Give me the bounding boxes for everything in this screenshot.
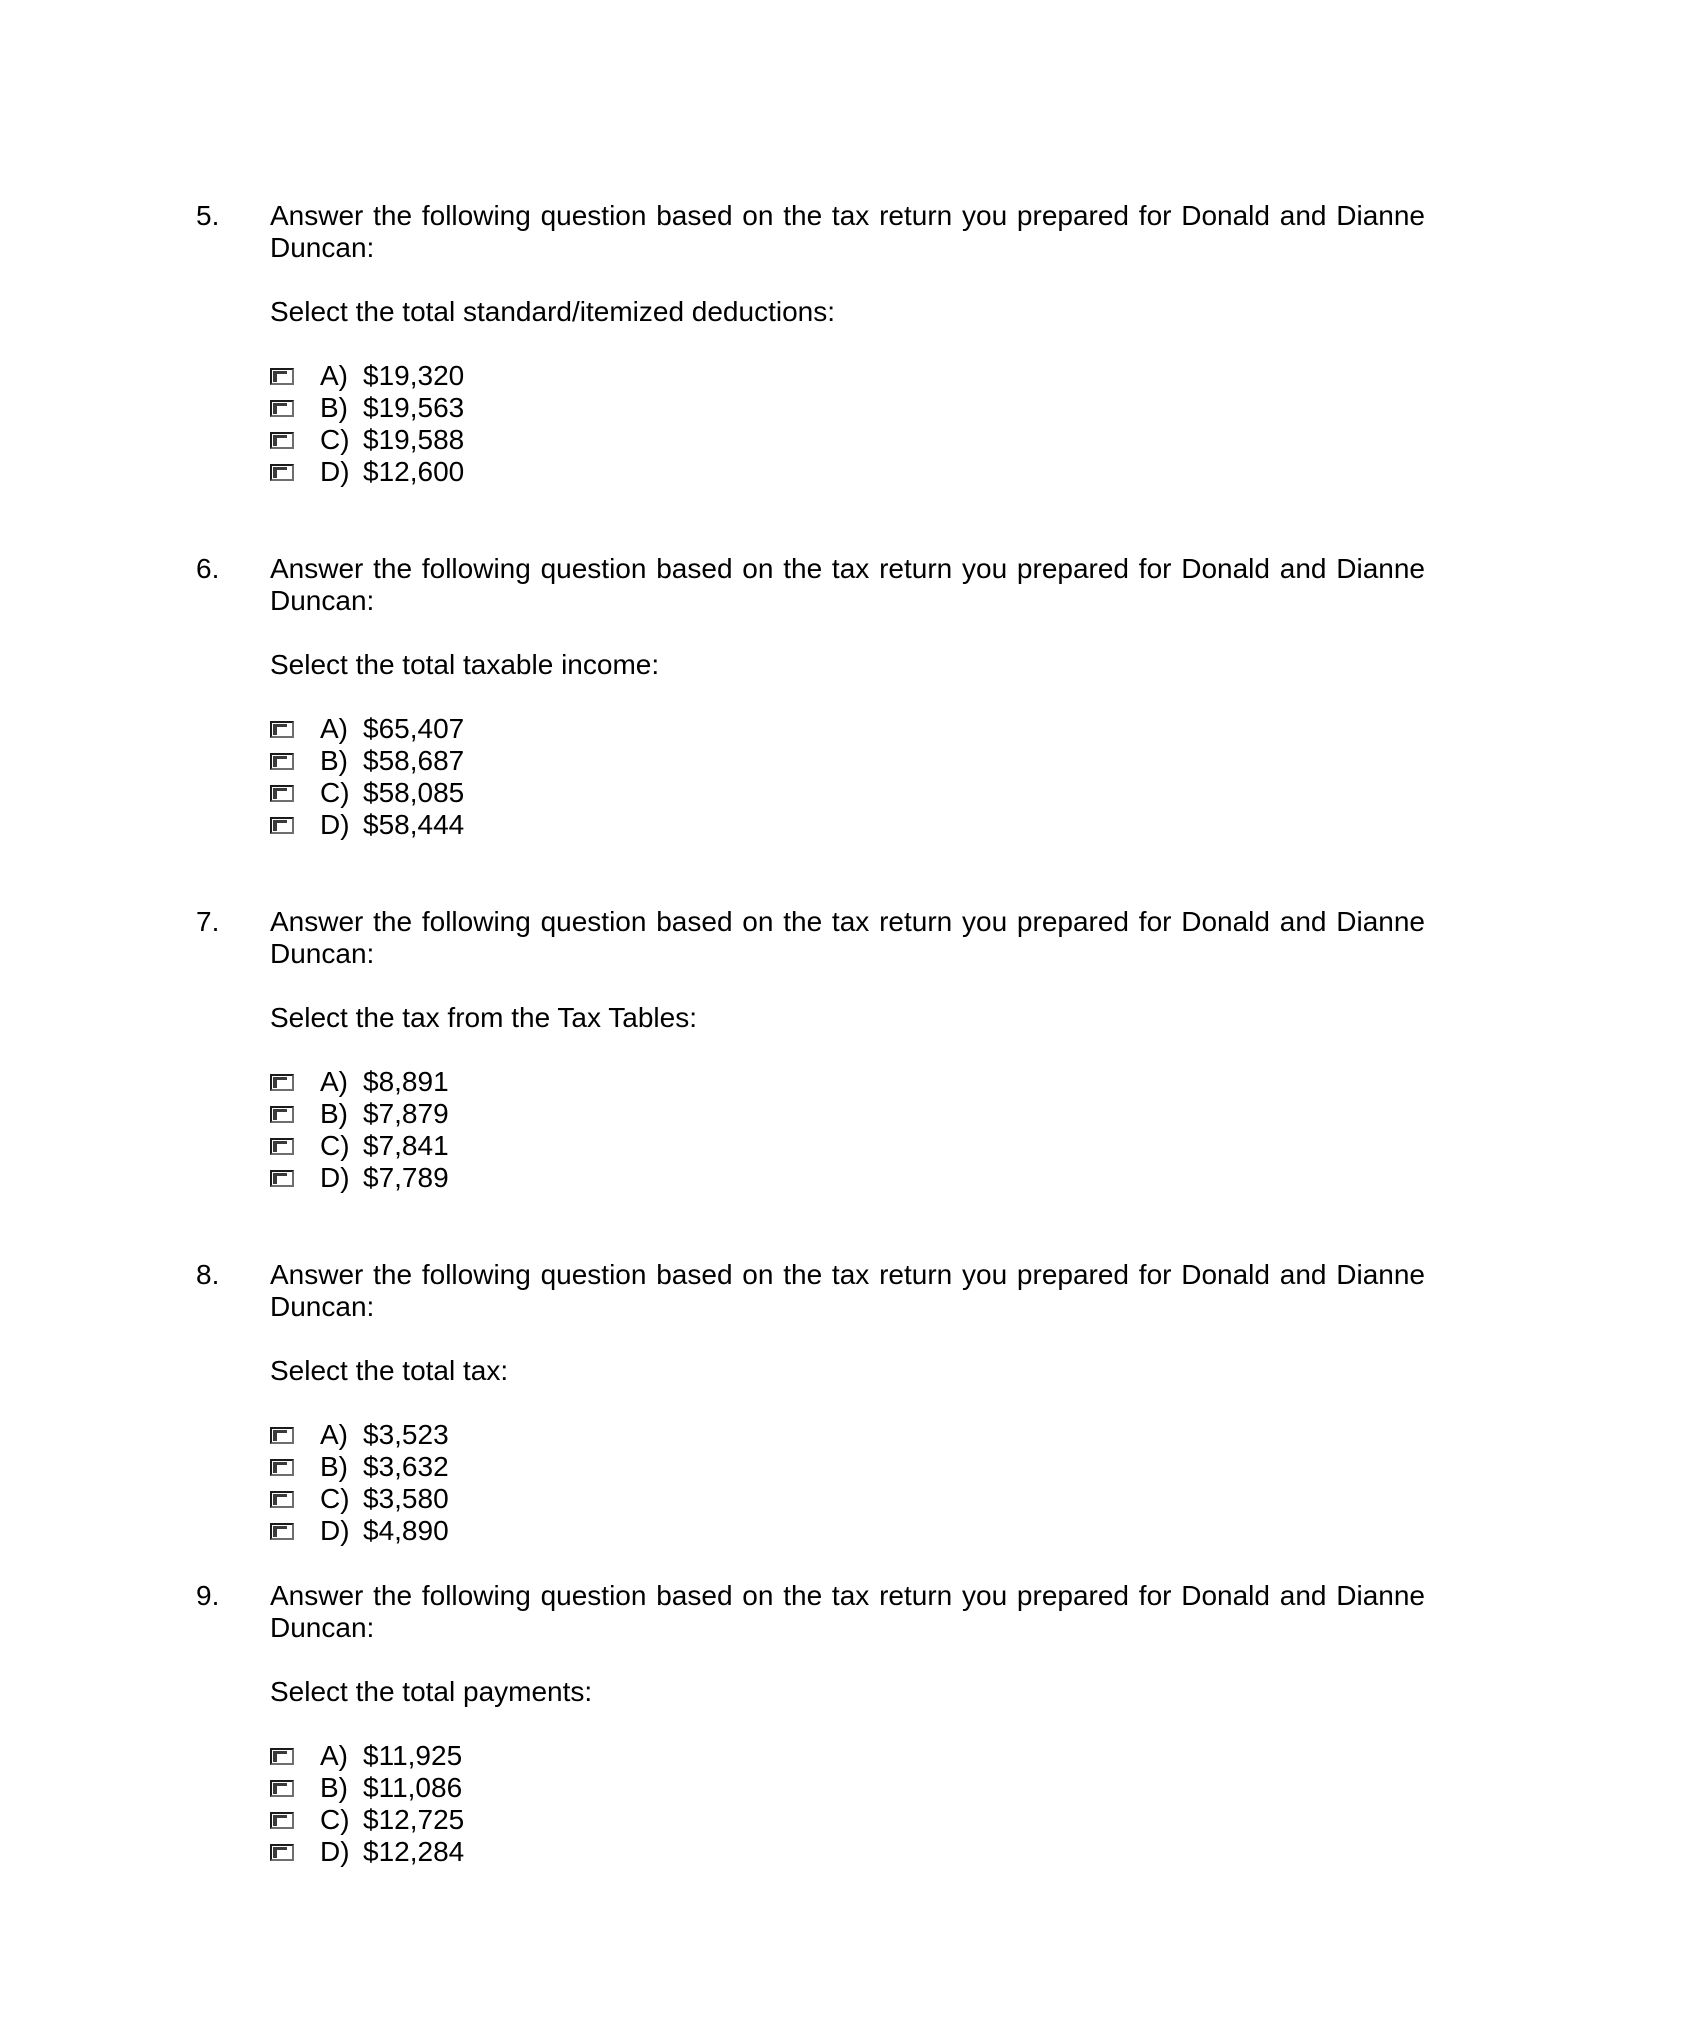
option-letter: D)	[320, 809, 350, 840]
option-value: $11,086	[363, 1772, 463, 1803]
option-value: $7,841	[363, 1130, 449, 1161]
checkbox-icon[interactable]	[270, 817, 294, 834]
option-value: $3,523	[363, 1419, 449, 1450]
option-letter: D)	[320, 456, 350, 487]
question-stem: Answer the following question based on the tax return you prepared for Donald and Dianne Duncan:	[270, 1259, 1425, 1322]
option-letter: B)	[320, 392, 348, 423]
question-prompt: Select the total standard/itemized deductions:	[270, 296, 836, 327]
question-prompt: Select the total tax:	[270, 1355, 509, 1386]
option-value: $12,600	[363, 456, 465, 487]
question-stem: Answer the following question based on the tax return you prepared for Donald and Dianne Duncan:	[270, 1580, 1425, 1643]
option-value: $58,444	[363, 809, 465, 840]
question-stem: Answer the following question based on the tax return you prepared for Donald and Dianne Duncan:	[270, 553, 1425, 616]
option-letter: A)	[320, 1419, 348, 1450]
option-letter: C)	[320, 424, 350, 455]
option-value: $3,580	[363, 1483, 449, 1514]
checkbox-icon[interactable]	[270, 1459, 294, 1476]
option-letter: D)	[320, 1162, 350, 1193]
option-a[interactable]	[270, 1740, 464, 1772]
checkbox-icon[interactable]	[270, 1812, 294, 1829]
option-letter: C)	[320, 1804, 350, 1835]
option-letter: B)	[320, 1451, 348, 1482]
checkbox-icon[interactable]	[270, 1106, 294, 1123]
checkbox-icon[interactable]	[270, 1844, 294, 1861]
option-value: $8,891	[363, 1066, 449, 1097]
checkbox-icon[interactable]	[270, 1748, 294, 1765]
option-d[interactable]	[270, 809, 464, 841]
option-letter: A)	[320, 1740, 348, 1771]
option-value: $65,407	[363, 713, 465, 744]
option-c[interactable]	[270, 777, 464, 809]
option-value: $19,320	[363, 360, 465, 391]
checkbox-icon[interactable]	[270, 400, 294, 417]
answer-options	[270, 713, 464, 841]
question-prompt: Select the total payments:	[270, 1676, 593, 1707]
option-c[interactable]	[270, 1483, 449, 1515]
question-number: 8.	[196, 1259, 220, 1290]
option-d[interactable]	[270, 456, 464, 488]
option-b[interactable]	[270, 1772, 464, 1804]
option-letter: D)	[320, 1836, 350, 1867]
option-letter: A)	[320, 360, 348, 391]
answer-options	[270, 360, 464, 488]
option-b[interactable]	[270, 1451, 449, 1483]
option-value: $19,563	[363, 392, 465, 423]
checkbox-icon[interactable]	[270, 1523, 294, 1540]
question-number: 9.	[196, 1580, 220, 1611]
option-a[interactable]	[270, 1419, 449, 1451]
question-number: 7.	[196, 906, 220, 937]
checkbox-icon[interactable]	[270, 721, 294, 738]
checkbox-icon[interactable]	[270, 1170, 294, 1187]
checkbox-icon[interactable]	[270, 464, 294, 481]
option-a[interactable]	[270, 713, 464, 745]
question-prompt: Select the tax from the Tax Tables:	[270, 1002, 697, 1033]
option-value: $4,890	[363, 1515, 449, 1546]
question-prompt: Select the total taxable income:	[270, 649, 660, 680]
option-letter: C)	[320, 777, 350, 808]
option-letter: D)	[320, 1515, 350, 1546]
option-a[interactable]	[270, 360, 464, 392]
question-stem: Answer the following question based on the tax return you prepared for Donald and Dianne Duncan:	[270, 200, 1425, 263]
option-value: $12,284	[363, 1836, 465, 1867]
option-value: $11,925	[363, 1740, 463, 1771]
option-value: $7,789	[363, 1162, 449, 1193]
option-c[interactable]	[270, 424, 464, 456]
answer-options	[270, 1740, 464, 1868]
option-d[interactable]	[270, 1836, 464, 1868]
option-letter: A)	[320, 1066, 348, 1097]
checkbox-icon[interactable]	[270, 785, 294, 802]
checkbox-icon[interactable]	[270, 432, 294, 449]
question-number: 5.	[196, 200, 220, 231]
checkbox-icon[interactable]	[270, 1427, 294, 1444]
option-b[interactable]	[270, 745, 464, 777]
checkbox-icon[interactable]	[270, 368, 294, 385]
option-letter: C)	[320, 1483, 350, 1514]
option-d[interactable]	[270, 1515, 449, 1547]
checkbox-icon[interactable]	[270, 1138, 294, 1155]
option-letter: A)	[320, 713, 348, 744]
option-letter: B)	[320, 745, 348, 776]
answer-options	[270, 1419, 449, 1547]
option-value: $3,632	[363, 1451, 449, 1482]
option-value: $58,085	[363, 777, 465, 808]
option-b[interactable]	[270, 1098, 449, 1130]
option-d[interactable]	[270, 1162, 449, 1194]
option-letter: B)	[320, 1772, 348, 1803]
answer-options	[270, 1066, 449, 1194]
checkbox-icon[interactable]	[270, 1491, 294, 1508]
checkbox-icon[interactable]	[270, 1780, 294, 1797]
option-value: $19,588	[363, 424, 465, 455]
checkbox-icon[interactable]	[270, 1074, 294, 1091]
option-value: $7,879	[363, 1098, 449, 1129]
option-letter: B)	[320, 1098, 348, 1129]
option-value: $12,725	[363, 1804, 465, 1835]
option-a[interactable]	[270, 1066, 449, 1098]
option-letter: C)	[320, 1130, 350, 1161]
option-value: $58,687	[363, 745, 465, 776]
option-c[interactable]	[270, 1130, 449, 1162]
question-stem: Answer the following question based on the tax return you prepared for Donald and Dianne Duncan:	[270, 906, 1425, 969]
checkbox-icon[interactable]	[270, 753, 294, 770]
option-b[interactable]	[270, 392, 464, 424]
question-number: 6.	[196, 553, 220, 584]
option-c[interactable]	[270, 1804, 464, 1836]
